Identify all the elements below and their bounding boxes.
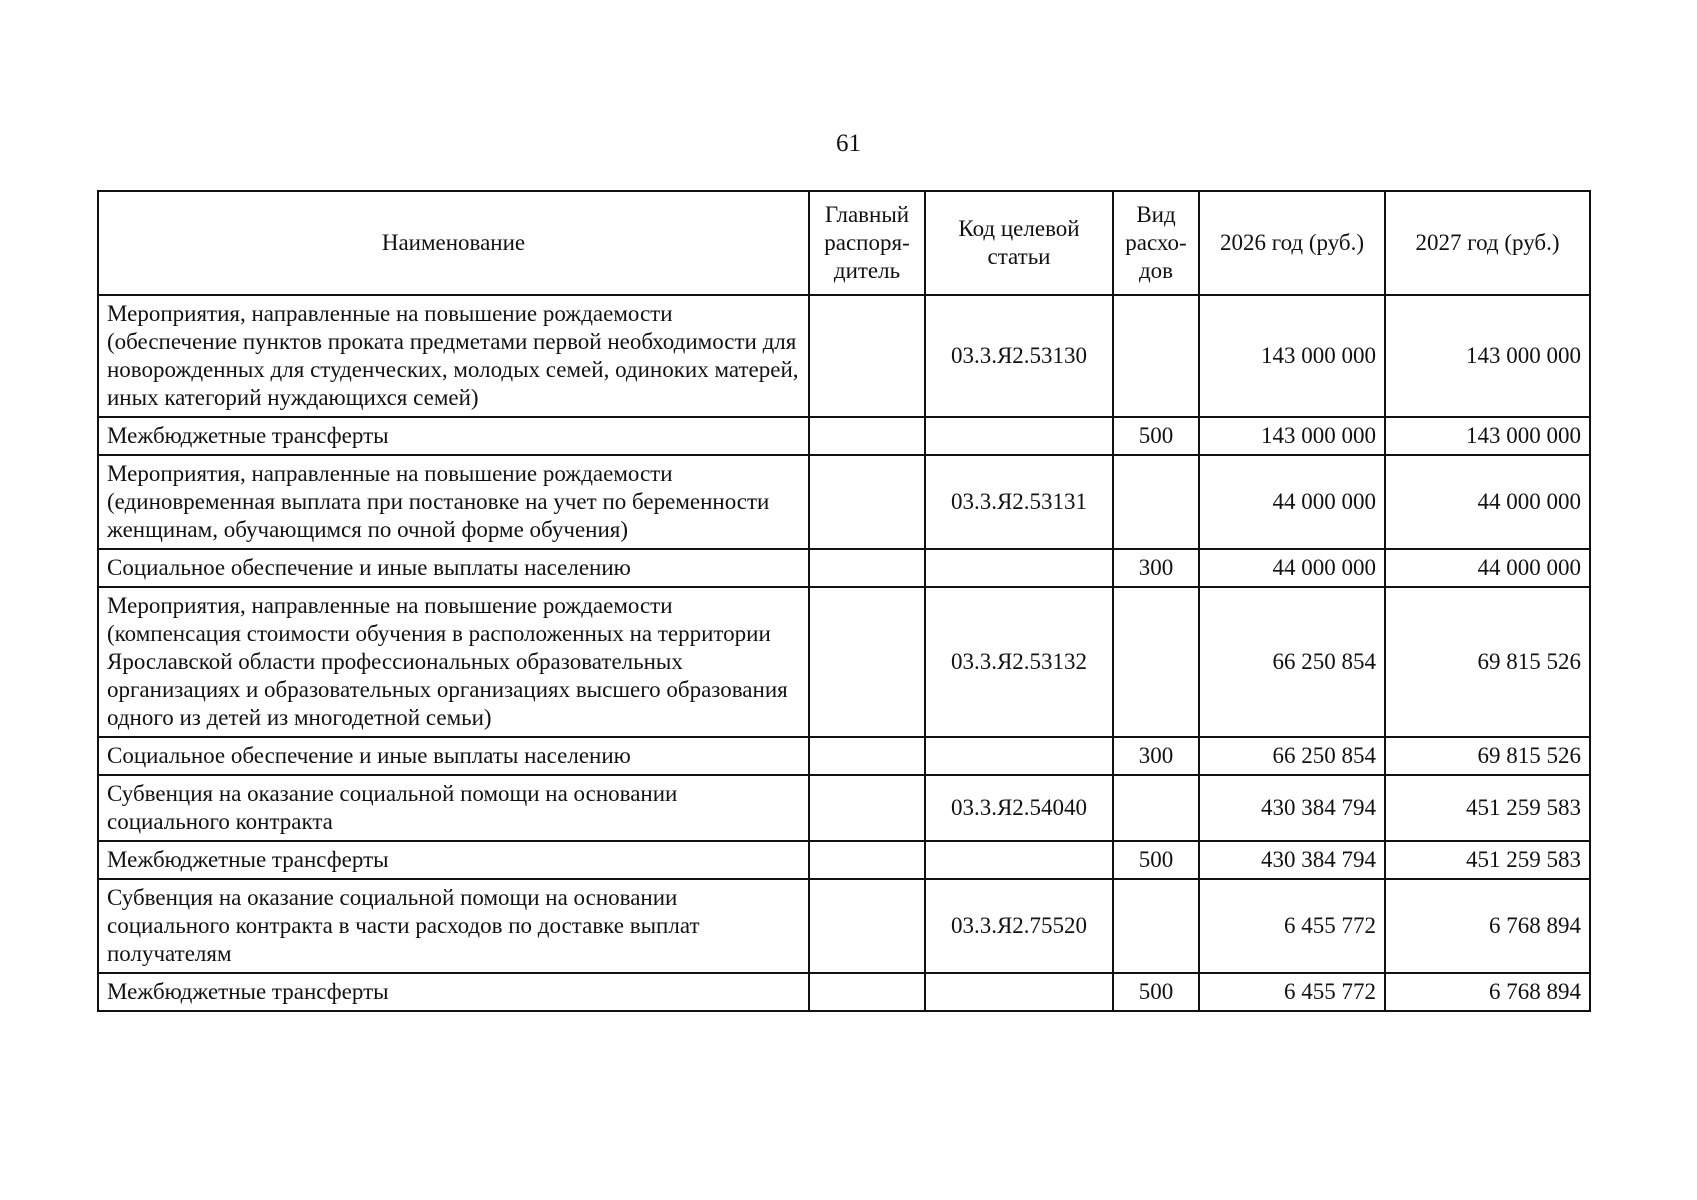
row-type: 500 [1113,841,1199,879]
table-row [98,879,1590,973]
row-type [1113,455,1199,549]
row-2026: 430 384 794 [1199,841,1385,879]
row-manager [809,973,925,1011]
row-manager [809,455,925,549]
row-2026: 6 455 772 [1199,879,1385,973]
table-row [98,841,1590,879]
header-year-2027: 2027 год (руб.) [1385,191,1590,295]
row-2026: 44 000 000 [1199,455,1385,549]
row-2027: 143 000 000 [1385,295,1590,417]
row-code: 03.3.Я2.53130 [925,295,1113,417]
row-2027: 451 259 583 [1385,841,1590,879]
header-expense-type: Вид расхо- дов [1113,191,1199,295]
row-type: 500 [1113,973,1199,1011]
row-manager [809,587,925,737]
row-2027: 44 000 000 [1385,549,1590,587]
row-2027: 451 259 583 [1385,775,1590,841]
row-2027: 143 000 000 [1385,417,1590,455]
page-number: 61 [836,130,861,157]
row-manager [809,737,925,775]
row-code [925,549,1113,587]
row-manager [809,879,925,973]
row-name: Межбюджетные трансферты [98,841,809,879]
row-code [925,417,1113,455]
row-name: Мероприятия, направленные на повышение рождаемости (обеспечение пунктов проката предметами первой необходимости для новорожденных для студенческих, молодых семей, одиноких матерей, иных категорий нуждающихся семей) [98,295,809,417]
table-row [98,417,1590,455]
table-row [98,775,1590,841]
table-row [98,295,1590,417]
table-row [98,455,1590,549]
table-row [98,737,1590,775]
row-type: 300 [1113,549,1199,587]
header-year-2026: 2026 год (руб.) [1199,191,1385,295]
header-name: Наименование [98,191,809,295]
row-2026: 143 000 000 [1199,417,1385,455]
row-type [1113,775,1199,841]
row-2026: 430 384 794 [1199,775,1385,841]
header-target-code: Код целевой статьи [925,191,1113,295]
row-2027: 6 768 894 [1385,973,1590,1011]
row-2026: 6 455 772 [1199,973,1385,1011]
row-name: Социальное обеспечение и иные выплаты населению [98,549,809,587]
header-main-manager: Главный распоря- дитель [809,191,925,295]
row-name: Мероприятия, направленные на повышение рождаемости (компенсация стоимости обучения в расположенных на территории Ярославской области профессиональных образовательных организациях и образовательных организациях высшего образования одного из детей из многодетной семьи) [98,587,809,737]
row-2027: 69 815 526 [1385,737,1590,775]
row-manager [809,775,925,841]
row-2026: 66 250 854 [1199,587,1385,737]
row-2026: 143 000 000 [1199,295,1385,417]
row-manager [809,841,925,879]
row-2026: 66 250 854 [1199,737,1385,775]
table-header-row [98,191,1590,295]
row-code [925,737,1113,775]
row-name: Субвенция на оказание социальной помощи на основании социального контракта в части расходов по доставке выплат получателям [98,879,809,973]
row-2026: 44 000 000 [1199,549,1385,587]
row-name: Мероприятия, направленные на повышение рождаемости (единовременная выплата при постановке на учет по беременности женщинам, обучающимся по очной форме обучения) [98,455,809,549]
row-name: Социальное обеспечение и иные выплаты населению [98,737,809,775]
row-name: Межбюджетные трансферты [98,973,809,1011]
table-row [98,587,1590,737]
row-type: 300 [1113,737,1199,775]
row-type: 500 [1113,417,1199,455]
budget-table [97,190,1591,1012]
row-code [925,841,1113,879]
row-code [925,973,1113,1011]
row-name: Субвенция на оказание социальной помощи на основании социального контракта [98,775,809,841]
row-name: Межбюджетные трансферты [98,417,809,455]
row-2027: 44 000 000 [1385,455,1590,549]
row-code: 03.3.Я2.75520 [925,879,1113,973]
row-type [1113,879,1199,973]
row-code: 03.3.Я2.54040 [925,775,1113,841]
row-manager [809,417,925,455]
row-code: 03.3.Я2.53132 [925,587,1113,737]
row-manager [809,549,925,587]
row-code: 03.3.Я2.53131 [925,455,1113,549]
row-2027: 69 815 526 [1385,587,1590,737]
row-type [1113,295,1199,417]
row-type [1113,587,1199,737]
table-row [98,973,1590,1011]
table-row [98,549,1590,587]
row-manager [809,295,925,417]
row-2027: 6 768 894 [1385,879,1590,973]
